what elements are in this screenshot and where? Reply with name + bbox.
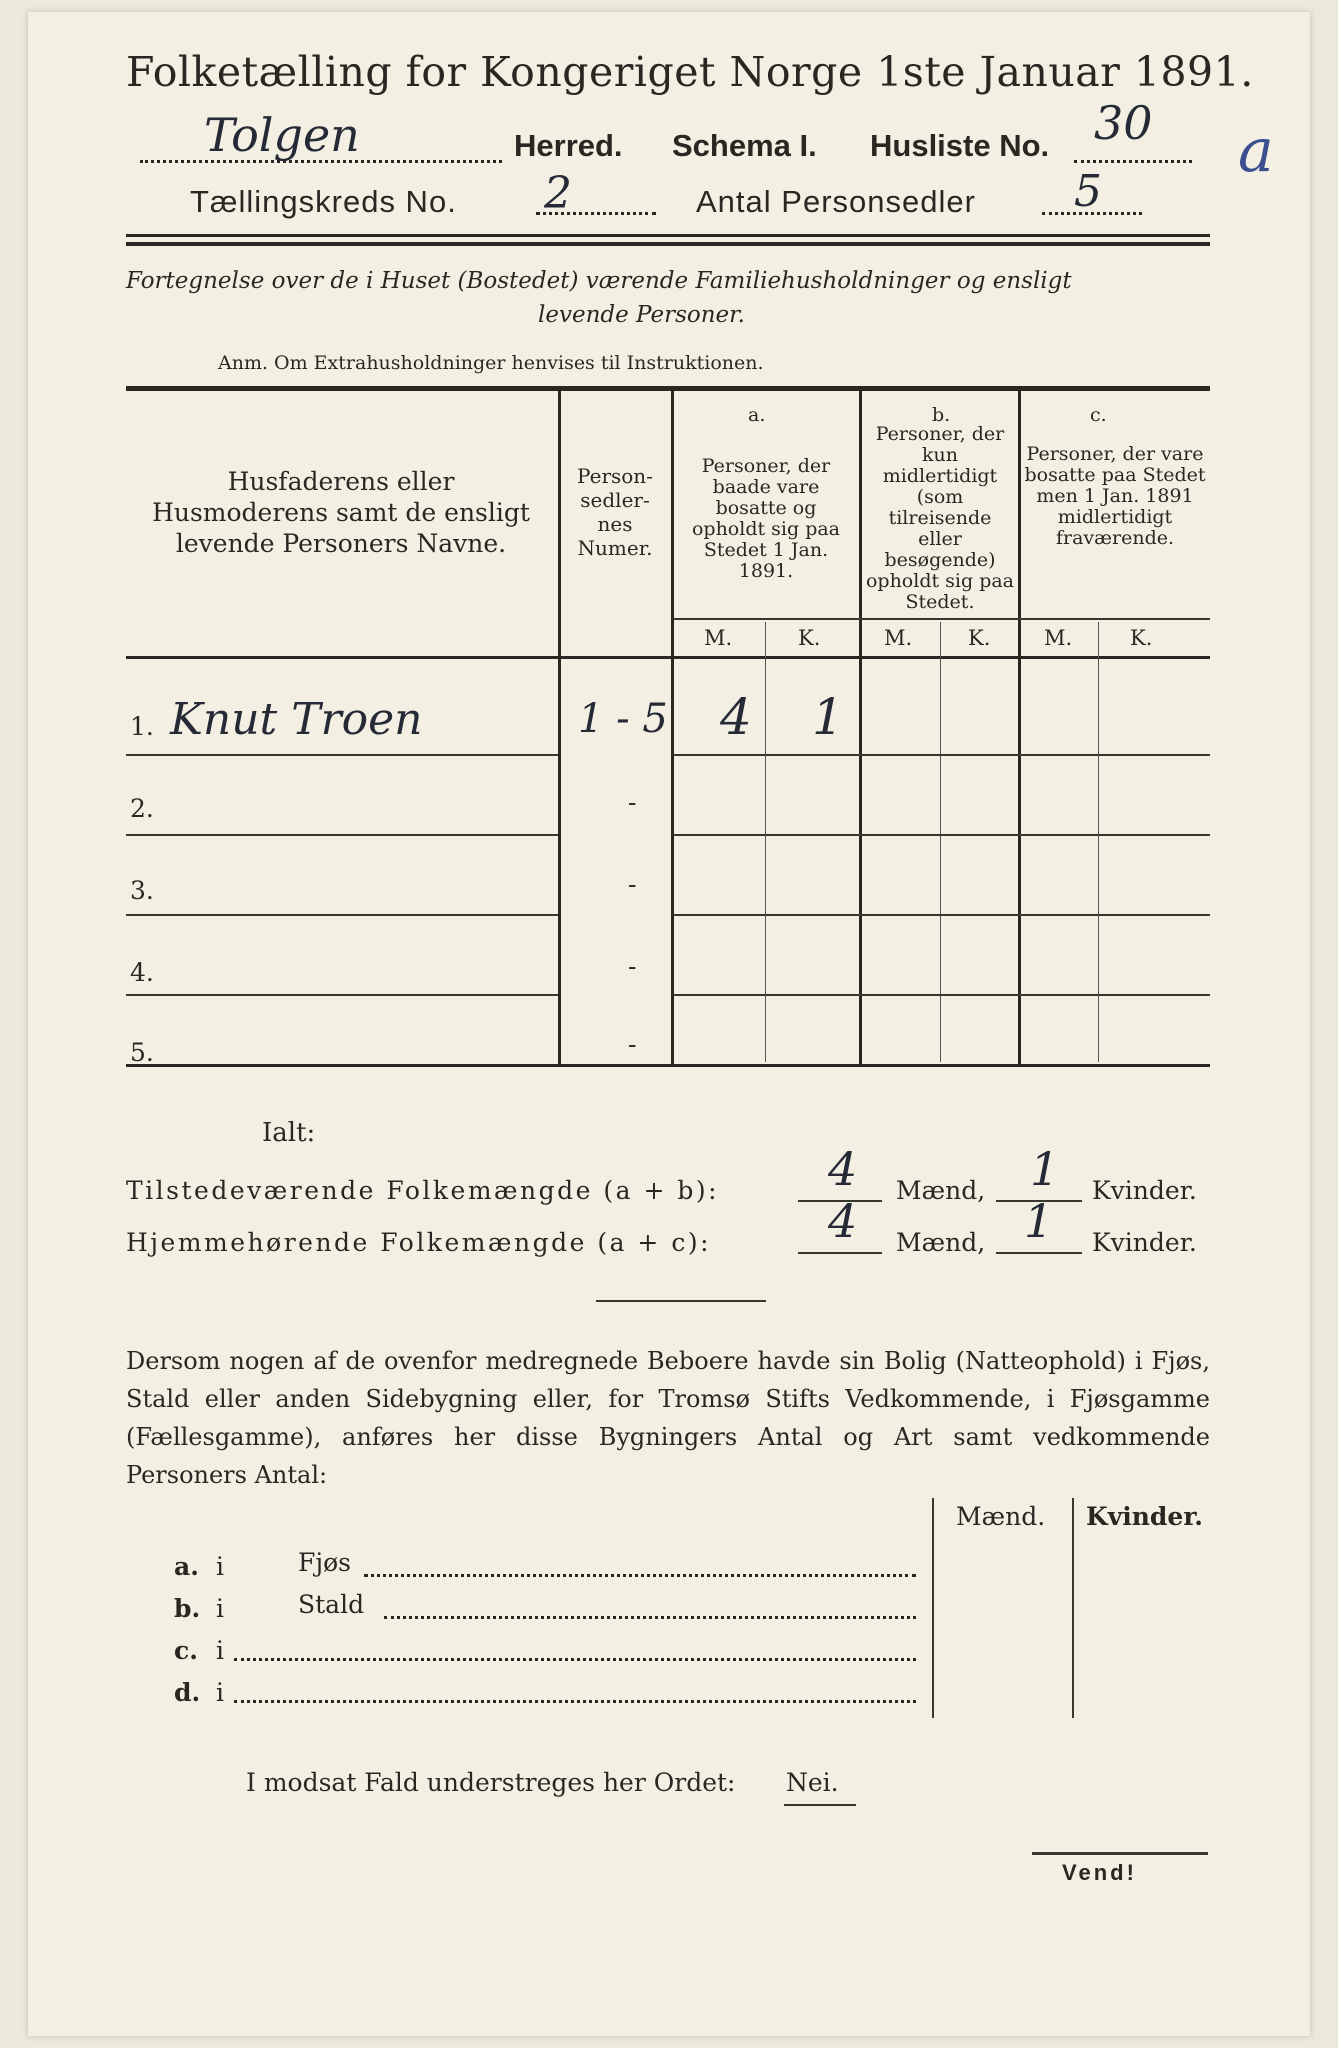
row-4-number: 4. [130,958,154,987]
col-c-m: M. [1044,626,1073,650]
bygning-col-kvinder: Kvinder. [1086,1502,1203,1531]
row-3-rule-right [673,914,1210,916]
header-rule-bottom [126,242,1210,246]
hjemme-label: Hjemmehørende Folkemængde (a + c): [126,1228,711,1257]
row-1-a-k: 1 [812,688,844,746]
col-header-num: Person-sedler-nes Numer. [577,464,653,560]
item-c-letter: c. [174,1636,198,1665]
row-5-num: - [628,1030,637,1059]
tilstede-label: Tilstedeværende Folkemængde (a + b): [126,1176,720,1205]
nei-underline [784,1804,856,1806]
row-3-rule [126,914,558,916]
antal-value: 5 [1074,166,1102,217]
kreds-value: 2 [544,168,572,219]
item-c-i: i [216,1636,224,1665]
col-divider-name [558,391,561,1066]
col-divider-a [859,391,862,1066]
item-b-label: Stald [298,1590,365,1619]
table-top-rule [126,386,1210,391]
item-b-i: i [216,1594,224,1623]
col-divider-a-mk [765,622,766,1062]
hjemme-m-value: 4 [828,1194,858,1248]
row-2-rule-right [673,834,1210,836]
table-bottom-rule [126,1064,1210,1067]
kreds-label: Tællingskreds No. [190,184,457,219]
item-c-dots [234,1658,916,1661]
row-2-number: 2. [130,794,154,823]
item-a-dots [364,1574,916,1577]
col-divider-c-mk [1098,622,1099,1062]
section-separator [596,1300,766,1302]
row-1-rule [126,754,558,756]
row-4-num: - [628,952,637,981]
col-divider-b [1018,391,1021,1066]
husliste-dotted-line [1074,160,1192,163]
census-form-page [28,12,1310,2036]
item-d-dots [234,1700,916,1703]
mk-header-rule [673,618,1210,620]
tilstede-maend: Mænd, [896,1176,986,1205]
col-a-k: K. [798,626,821,650]
antal-label: Antal Personsedler [696,184,976,219]
col-header-b: Personer, der kun midlertidigt (som tilreisende eller besøgende) opholdt sig paa Stedet. [865,423,1015,613]
anm-note: Anm. Om Extrahusholdninger henvises til Instruktionen. [218,352,764,374]
col-a-m: M. [704,626,733,650]
header-rule-top [126,234,1210,237]
item-a-letter: a. [174,1552,199,1581]
intro-line-1: Fortegnelse over de i Huset (Bostedet) værende Familiehusholdninger og ensligt [126,268,1072,294]
tilstede-k-value: 1 [1030,1142,1060,1196]
schema-label: Schema I. [672,128,817,163]
hjemme-k-value: 1 [1024,1194,1054,1248]
col-b-letter: b. [932,404,951,426]
col-c-k: K. [1130,626,1153,650]
col-header-a: Personer, der baade vare bosatte og opholdt sig paa Stedet 1 Jan. 1891. [691,455,841,582]
table-header-bottom-rule [126,656,1210,659]
bygning-paragraph: Dersom nogen af de ovenfor medregnede Beboere havde sin Bolig (Natteophold) i Fjøs, Stald eller anden Sidebygning eller, for Tromsø Stifts Vedkommende, i Fjøsgamme (Fællesgamme), anføres her disse Bygningers Antal og Art samt vedkommende Personers Antal: [126,1347,1210,1489]
col-a-letter: a. [748,404,766,426]
col-divider-b-mk [940,622,941,1062]
row-2-rule [126,834,558,836]
herred-value: Tolgen [204,108,360,162]
col-header-c: Personer, der vare bosatte paa Stedet men 1 Jan. 1891 midlertidigt fraværende. [1024,443,1206,549]
hjemme-maend: Mænd, [896,1228,986,1257]
row-3-num: - [628,870,637,899]
row-2-num: - [628,788,637,817]
bygning-col-maend: Mænd. [956,1502,1046,1531]
item-d-i: i [216,1678,224,1707]
row-5-number: 5. [130,1038,154,1067]
row-4-rule [126,994,558,996]
col-b-k: K. [968,626,991,650]
herred-label: Herred. [514,128,623,163]
row-1-number: 1. [130,712,154,741]
col-c-letter: c. [1090,404,1107,426]
item-a-label: Fjøs [298,1548,351,1577]
row-1-rule-right [673,754,1210,756]
item-b-letter: b. [174,1594,201,1623]
row-1-num: 1 - 5 [578,696,668,742]
ialt-label: Ialt: [262,1118,316,1148]
bygning-divider-1 [932,1498,934,1718]
tilstede-kvinder: Kvinder. [1092,1176,1197,1205]
nei-word: Nei. [786,1768,839,1797]
row-1-name: Knut Troen [170,694,423,745]
tilstede-m-value: 4 [828,1142,858,1196]
hjemme-kvinder: Kvinder. [1092,1228,1197,1257]
col-header-name: Husfaderens eller Husmoderens samt de ensligt levende Personers Navne. [152,467,530,558]
item-d-letter: d. [174,1678,201,1707]
row-1-a-m: 4 [720,688,752,746]
vend-rule [1032,1852,1208,1855]
col-b-m: M. [884,626,913,650]
row-3-number: 3. [130,876,154,905]
husliste-value: 30 [1094,96,1153,150]
item-b-dots [384,1616,916,1619]
corner-mark: a [1238,116,1274,186]
hjemme-k-line [996,1252,1082,1254]
form-title: Folketælling for Kongeriget Norge 1ste Januar 1891. [126,48,1254,96]
hjemme-m-line [798,1252,882,1254]
row-4-rule-right [673,994,1210,996]
husliste-label: Husliste No. [870,128,1050,163]
vend-text: Vend! [1062,1860,1137,1885]
item-a-i: i [216,1552,224,1581]
intro-line-2: levende Personer. [538,302,745,328]
bygning-divider-2 [1072,1498,1074,1718]
modsat-text: I modsat Fald understreges her Ordet: [246,1768,736,1797]
col-divider-num [671,391,674,1066]
